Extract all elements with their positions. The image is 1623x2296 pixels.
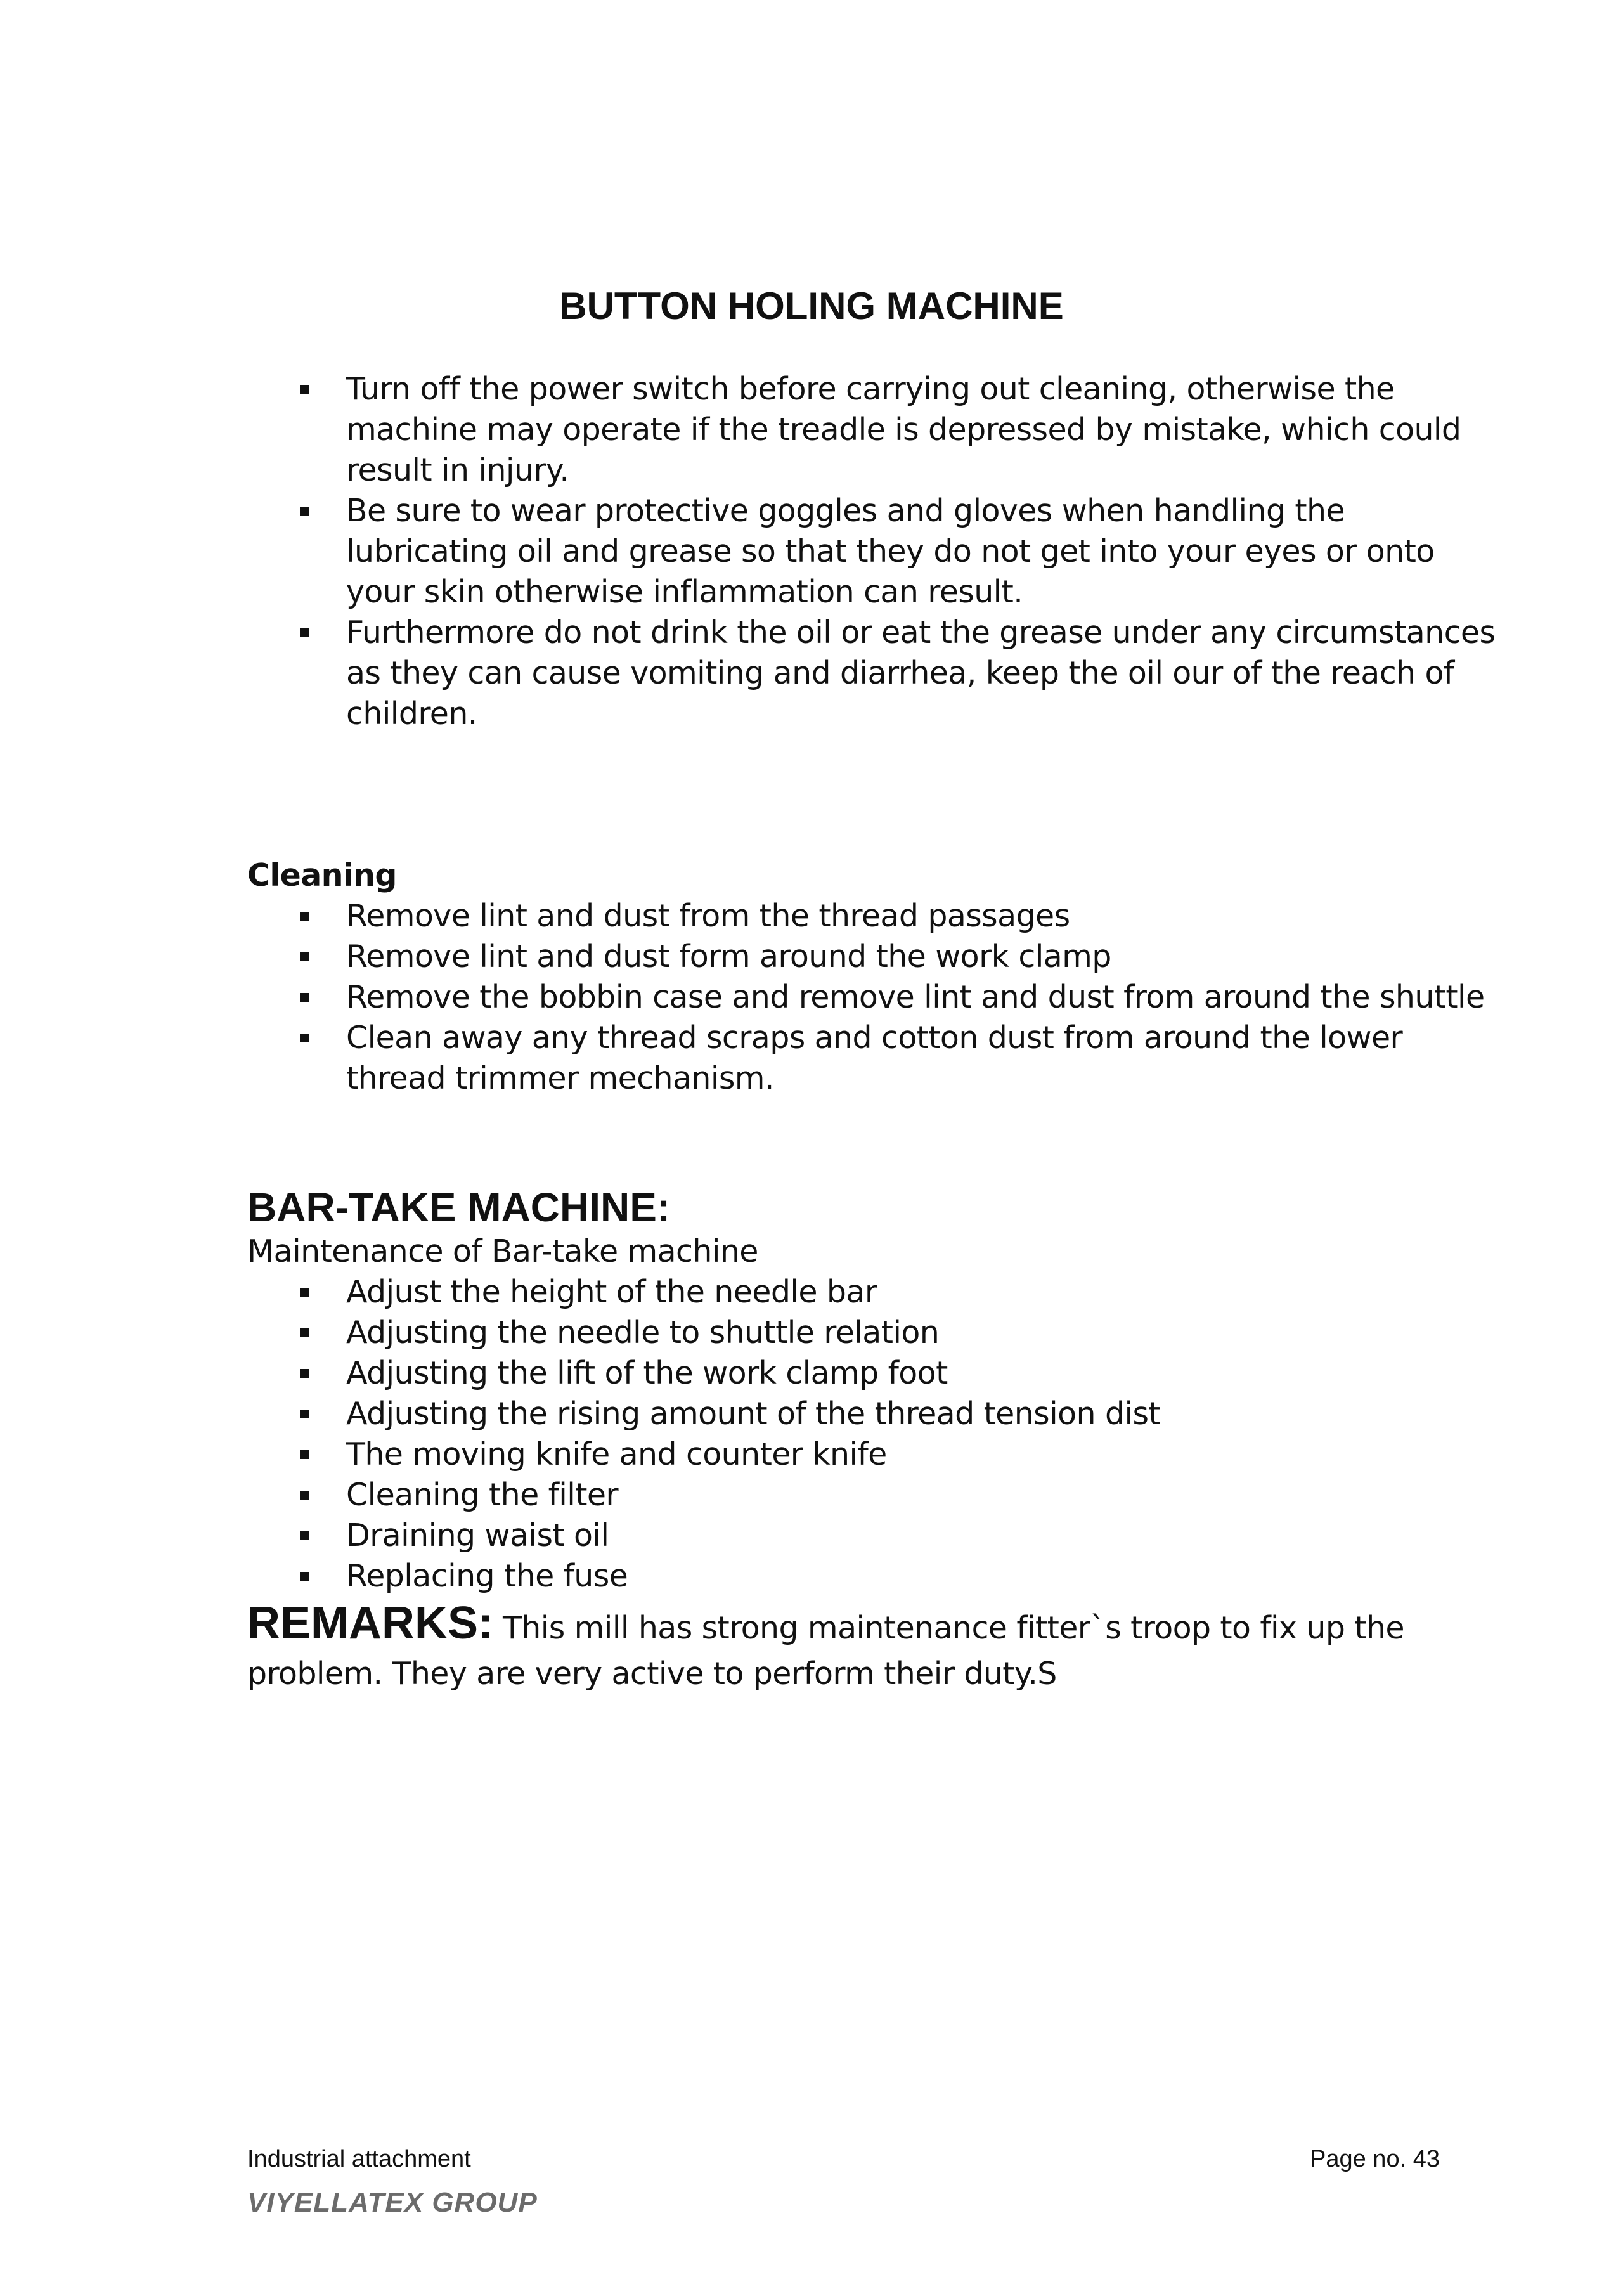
list-item — [247, 1313, 1503, 1353]
list-item-text: Replacing the fuse — [346, 1558, 628, 1594]
safety-list — [247, 369, 1503, 734]
list-item-text: Remove lint and dust from the thread passages — [346, 898, 1070, 934]
bullet-square-icon — [300, 1410, 309, 1418]
list-item-text: Furthermore do not drink the oil or eat the grease under any circumstances as they can cause vomiting and diarrhea, keep the oil our of the reach of children. — [346, 614, 1496, 732]
list-item-text: Be sure to wear protective goggles and gloves when handling the lubricating oil and grease so that they do not get into your eyes or onto your skin otherwise inflammation can result. — [346, 493, 1435, 610]
list-item — [247, 1434, 1503, 1475]
bullet-square-icon — [300, 385, 309, 394]
bullet-square-icon — [300, 1328, 309, 1337]
bartake-subtitle: Maintenance of Bar-take machine — [247, 1233, 758, 1269]
cleaning-heading: Cleaning — [247, 857, 397, 893]
list-item — [247, 937, 1503, 977]
bullet-square-icon — [300, 507, 309, 516]
list-item — [247, 369, 1503, 491]
company-logo: VIYELLATEX GROUP — [247, 2187, 538, 2218]
list-item — [247, 1556, 1503, 1597]
remarks-text: This mill has strong maintenance fitter`s troop to fix up the problem. They are very active to perform their duty.S — [247, 1610, 1404, 1692]
cleaning-list — [247, 896, 1503, 1099]
list-item-text: Turn off the power switch before carrying out cleaning, otherwise the machine may operate if the treadle is depressed by mistake, which could result in injury. — [346, 371, 1461, 488]
bullet-square-icon — [300, 1288, 309, 1297]
bullet-square-icon — [300, 628, 309, 637]
bullet-square-icon — [300, 1369, 309, 1378]
list-item — [247, 613, 1503, 734]
list-item — [247, 1353, 1503, 1394]
list-item-text: Draining waist oil — [346, 1517, 609, 1553]
list-item-text: The moving knife and counter knife — [346, 1436, 887, 1472]
bartake-list — [247, 1272, 1503, 1597]
bullet-square-icon — [300, 993, 309, 1002]
bullet-square-icon — [300, 1531, 309, 1540]
list-item — [247, 1394, 1503, 1434]
list-item-text: Adjusting the needle to shuttle relation — [346, 1314, 940, 1351]
list-item — [247, 896, 1503, 937]
bartake-heading: BAR-TAKE MACHINE: — [247, 1184, 671, 1230]
remarks-label: REMARKS: — [247, 1598, 493, 1649]
list-item-text: Adjusting the rising amount of the thread tension dist — [346, 1396, 1160, 1432]
list-item-text: Remove lint and dust form around the work clamp — [346, 938, 1111, 975]
page-title: BUTTON HOLING MACHINE — [559, 285, 1064, 327]
bullet-square-icon — [300, 912, 309, 921]
list-item-text: Cleaning the filter — [346, 1477, 618, 1513]
list-item — [247, 491, 1503, 613]
list-item — [247, 1475, 1503, 1515]
bullet-square-icon — [300, 1491, 309, 1500]
list-item — [247, 1515, 1503, 1556]
list-item — [247, 977, 1503, 1018]
list-item-text: Clean away any thread scraps and cotton dust from around the lower thread trimmer mechanism. — [346, 1020, 1403, 1096]
footer-title: Industrial attachment — [247, 2146, 471, 2172]
list-item — [247, 1018, 1503, 1099]
bullet-square-icon — [300, 1572, 309, 1581]
bullet-square-icon — [300, 1034, 309, 1042]
list-item-text: Adjusting the lift of the work clamp foot — [346, 1355, 948, 1391]
remarks-paragraph — [247, 1600, 1515, 1697]
list-item-text: Remove the bobbin case and remove lint and dust from around the shuttle — [346, 979, 1485, 1015]
page-number: Page no. 43 — [1310, 2146, 1440, 2172]
list-item-text: Adjust the height of the needle bar — [346, 1274, 877, 1310]
bullet-square-icon — [300, 952, 309, 961]
list-item — [247, 1272, 1503, 1313]
bullet-square-icon — [300, 1450, 309, 1459]
